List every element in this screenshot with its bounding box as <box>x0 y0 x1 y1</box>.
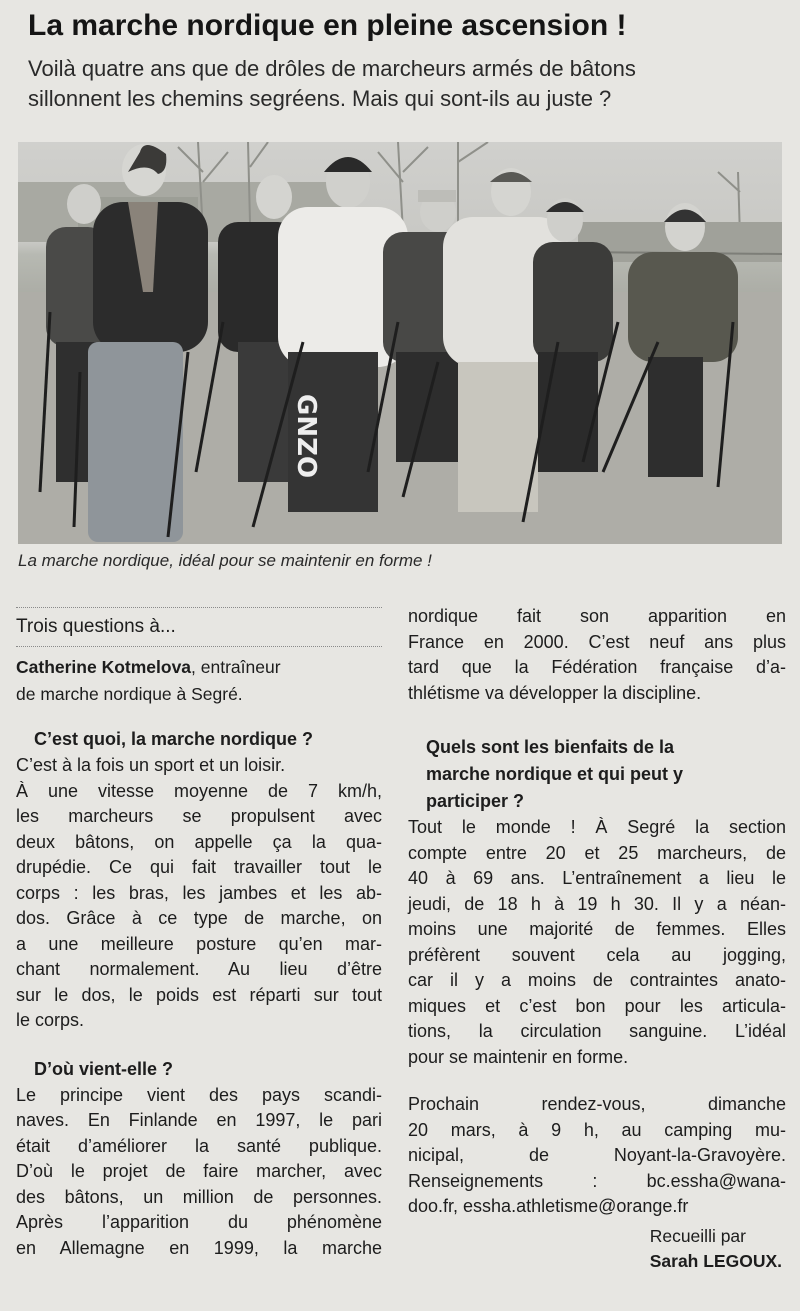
interview-box-title: Trois questions à... <box>16 616 176 637</box>
question-heading <box>408 734 786 815</box>
text-line: les marcheurs se propulsent avec <box>16 806 382 826</box>
text-line: C’est à la fois un sport et un loisir. <box>16 755 286 775</box>
text-line: 40 à 69 ans. L’entraînement a lieu le <box>408 868 786 888</box>
intro-text: de marche nordique à Segré. <box>16 684 243 704</box>
question-line: Quels sont les bienfaits de la <box>426 737 675 757</box>
collected-by: Recueilli par <box>649 1225 746 1246</box>
text-line: deux bâtons, on appelle ça la qua- <box>16 831 382 852</box>
text-line: D’où le projet de faire marcher, avec <box>16 1161 382 1181</box>
text-line: nicipal, de Noyant-la-Gravoyère. <box>408 1145 786 1165</box>
question-line: participer ? <box>426 791 525 811</box>
text-line: pour se maintenir en forme. <box>408 1046 629 1067</box>
svg-text:GNZO: GNZO <box>291 394 321 479</box>
text-line: le corps. <box>16 1010 85 1030</box>
text-line: jeudi, de 18 h à 19 h 30. Il y a néan- <box>408 893 786 914</box>
text-line: nordique fait son apparition en <box>408 606 786 626</box>
nordic-walking-photo <box>18 142 782 544</box>
text-line: À une vitesse moyenne de 7 km/h, <box>16 780 382 801</box>
answer-paragraph <box>408 815 786 1070</box>
text-line: miques et c’est bon pour les articula- <box>408 995 786 1016</box>
author-name: Sarah LEGOUX. <box>649 1250 782 1271</box>
text-line: car il y a moins de contraintes anato- <box>408 970 786 990</box>
text-line: dos. Grâce à ce type de marche, on <box>16 908 382 928</box>
article-lead <box>28 54 788 114</box>
signature <box>408 1224 786 1274</box>
text-line: compte entre 20 et 25 marcheurs, de <box>408 842 786 863</box>
text-line: drupédie. Ce qui fait travailler tout le <box>16 857 382 877</box>
text-line: Tout le monde ! À Segré la section <box>408 817 786 837</box>
answer-paragraph <box>16 753 382 1034</box>
text-line: en Allemagne en 1999, la marche <box>16 1237 382 1258</box>
text-line: sur le dos, le poids est réparti sur tout <box>16 984 382 1005</box>
text-line: corps : les bras, les jambes et les ab- <box>16 882 382 903</box>
text-line: France en 2000. C’est neuf ans plus <box>408 631 786 652</box>
intro-text: , entraîneur <box>191 657 281 677</box>
lead-line: Voilà quatre ans que de drôles de marcheurs armés de bâtons <box>28 56 636 81</box>
text-line: Renseignements : bc.essha@wana- <box>408 1170 786 1191</box>
lead-line: sillonnent les chemins segréens. Mais qui sont-ils au juste ? <box>28 86 612 111</box>
answer-paragraph-continued <box>408 604 786 706</box>
text-line: tions, la circulation sanguine. L’idéal <box>408 1021 786 1041</box>
question-heading: D’où vient-elle ? <box>34 1058 174 1079</box>
text-line: était d’améliorer la santé publique. <box>16 1135 382 1156</box>
text-line: des bâtons, un million de personnes. <box>16 1186 382 1207</box>
article-headline: La marche nordique en pleine ascension ! <box>28 9 627 42</box>
text-line: préfèrent souvent cela au jogging, <box>408 944 786 965</box>
interviewee-name: Catherine Kotmelova <box>16 657 192 677</box>
text-line: Après l’apparition du phénomène <box>16 1212 382 1232</box>
right-column <box>408 604 786 1274</box>
text-line: Le principe vient des pays scandi- <box>16 1084 382 1105</box>
text-line: tard que la Fédération française d’a- <box>408 657 786 677</box>
text-line: chant normalement. Au lieu d’être <box>16 959 382 979</box>
text-line: naves. En Finlande en 1997, le pari <box>16 1110 382 1130</box>
text-line: a une meilleure posture qu’en mar- <box>16 933 382 954</box>
text-line: thlétisme va développer la discipline. <box>408 682 702 703</box>
text-line: Prochain rendez-vous, dimanche <box>408 1094 786 1114</box>
text-line: moins une majorité de femmes. Elles <box>408 919 786 939</box>
answer-paragraph <box>16 1083 382 1262</box>
photo-caption: La marche nordique, idéal pour se maintenir en forme ! <box>18 551 432 570</box>
question-line: marche nordique et qui peut y <box>426 764 684 784</box>
left-column <box>16 612 382 1261</box>
event-info <box>408 1092 786 1220</box>
text-line: 20 mars, à 9 h, au camping mu- <box>408 1119 786 1140</box>
text-line: doo.fr, essha.athletisme@orange.fr <box>408 1196 689 1216</box>
question-heading: C’est quoi, la marche nordique ? <box>34 729 314 749</box>
interview-intro <box>16 654 382 708</box>
box-top-rule <box>16 607 382 608</box>
